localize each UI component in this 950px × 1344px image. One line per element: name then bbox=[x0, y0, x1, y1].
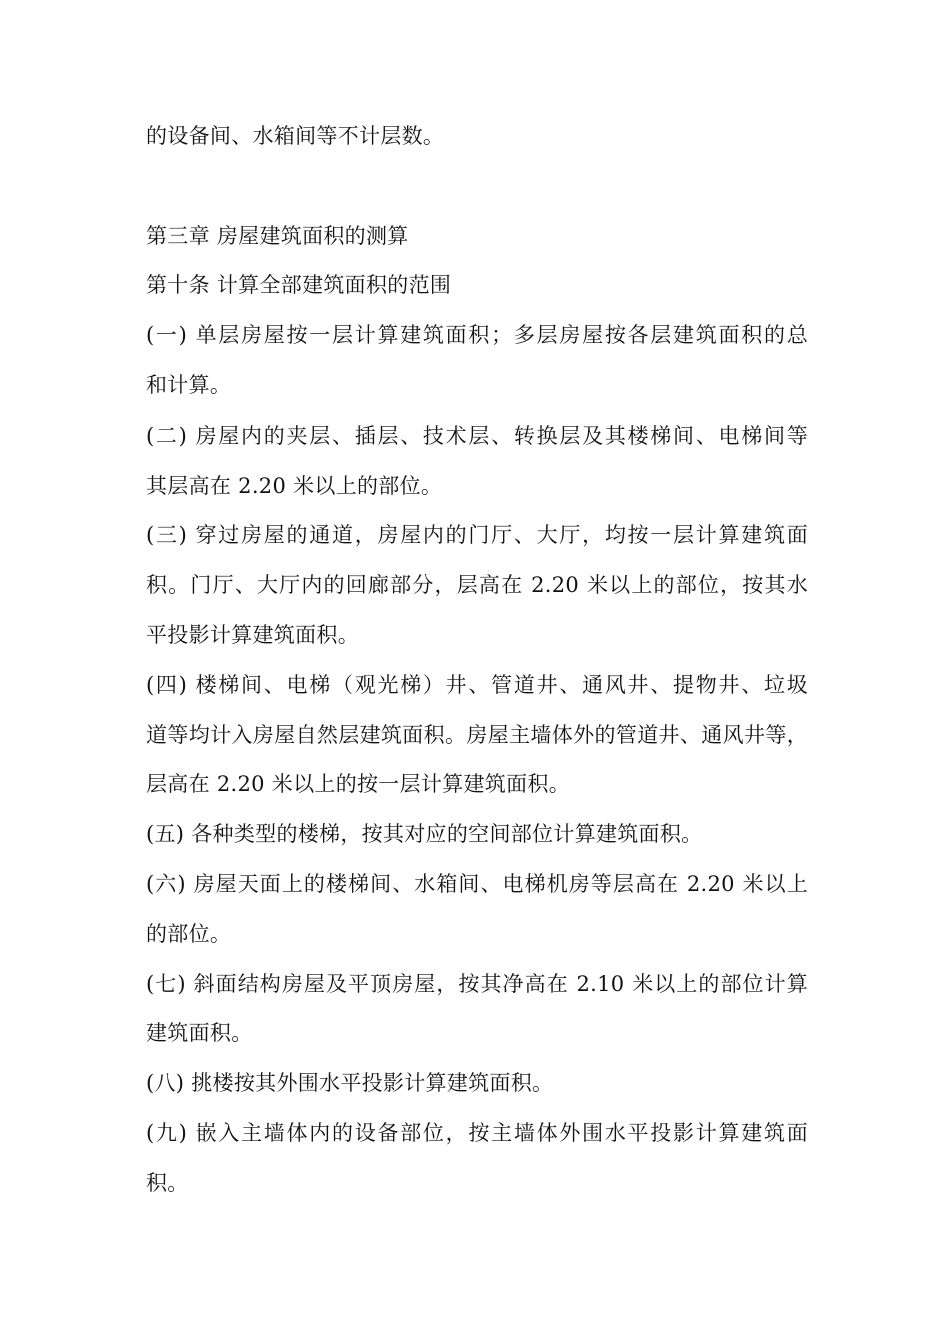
clause-3-line-3: 平投影计算建筑面积。 bbox=[146, 623, 359, 647]
clause-2-line-2: 其层高在 2.20 米以上的部位。 bbox=[146, 474, 443, 498]
clause-1-line-1: (一) 单层房屋按一层计算建筑面积；多层房屋按各层建筑面积的总 bbox=[146, 323, 808, 347]
clause-3-line-2: 积。门厅、大厅内的回廊部分，层高在 2.20 米以上的部位，按其水 bbox=[146, 573, 808, 597]
clause-4-line-1: (四) 楼梯间、电梯（观光梯）井、管道井、通风井、提物井、垃圾 bbox=[146, 673, 808, 697]
clause-4-line-3: 层高在 2.20 米以上的按一层计算建筑面积。 bbox=[146, 772, 571, 796]
clause-6-line-1: (六) 房屋天面上的楼梯间、水箱间、电梯机房等层高在 2.20 米以上 bbox=[146, 872, 808, 896]
clause-4-line-2: 道等均计入房屋自然层建筑面积。房屋主墙体外的管道井、通风井等， bbox=[146, 723, 808, 747]
clause-6-line-2: 的部位。 bbox=[146, 922, 232, 946]
clause-1-line-2: 和计算。 bbox=[146, 373, 232, 397]
clause-9-line-1: (九) 嵌入主墙体内的设备部位，按主墙体外围水平投影计算建筑面 bbox=[146, 1121, 808, 1145]
clause-7-line-1: (七) 斜面结构房屋及平顶房屋，按其净高在 2.10 米以上的部位计算 bbox=[146, 972, 808, 996]
clause-3-line-1: (三) 穿过房屋的通道，房屋内的门厅、大厅，均按一层计算建筑面 bbox=[146, 523, 808, 547]
text-line-continuation: 的设备间、水箱间等不计层数。 bbox=[146, 124, 445, 148]
clause-2-line-1: (二) 房屋内的夹层、插层、技术层、转换层及其楼梯间、电梯间等 bbox=[146, 424, 808, 448]
chapter-heading: 第三章 房屋建筑面积的测算 bbox=[146, 224, 409, 248]
clause-9-line-2: 积。 bbox=[146, 1171, 189, 1195]
article-heading: 第十条 计算全部建筑面积的范围 bbox=[146, 273, 452, 297]
clause-7-line-2: 建筑面积。 bbox=[146, 1021, 253, 1045]
clause-8-line-1: (八) 挑楼按其外围水平投影计算建筑面积。 bbox=[146, 1071, 554, 1095]
clause-5-line-1: (五) 各种类型的楼梯，按其对应的空间部位计算建筑面积。 bbox=[146, 822, 703, 846]
